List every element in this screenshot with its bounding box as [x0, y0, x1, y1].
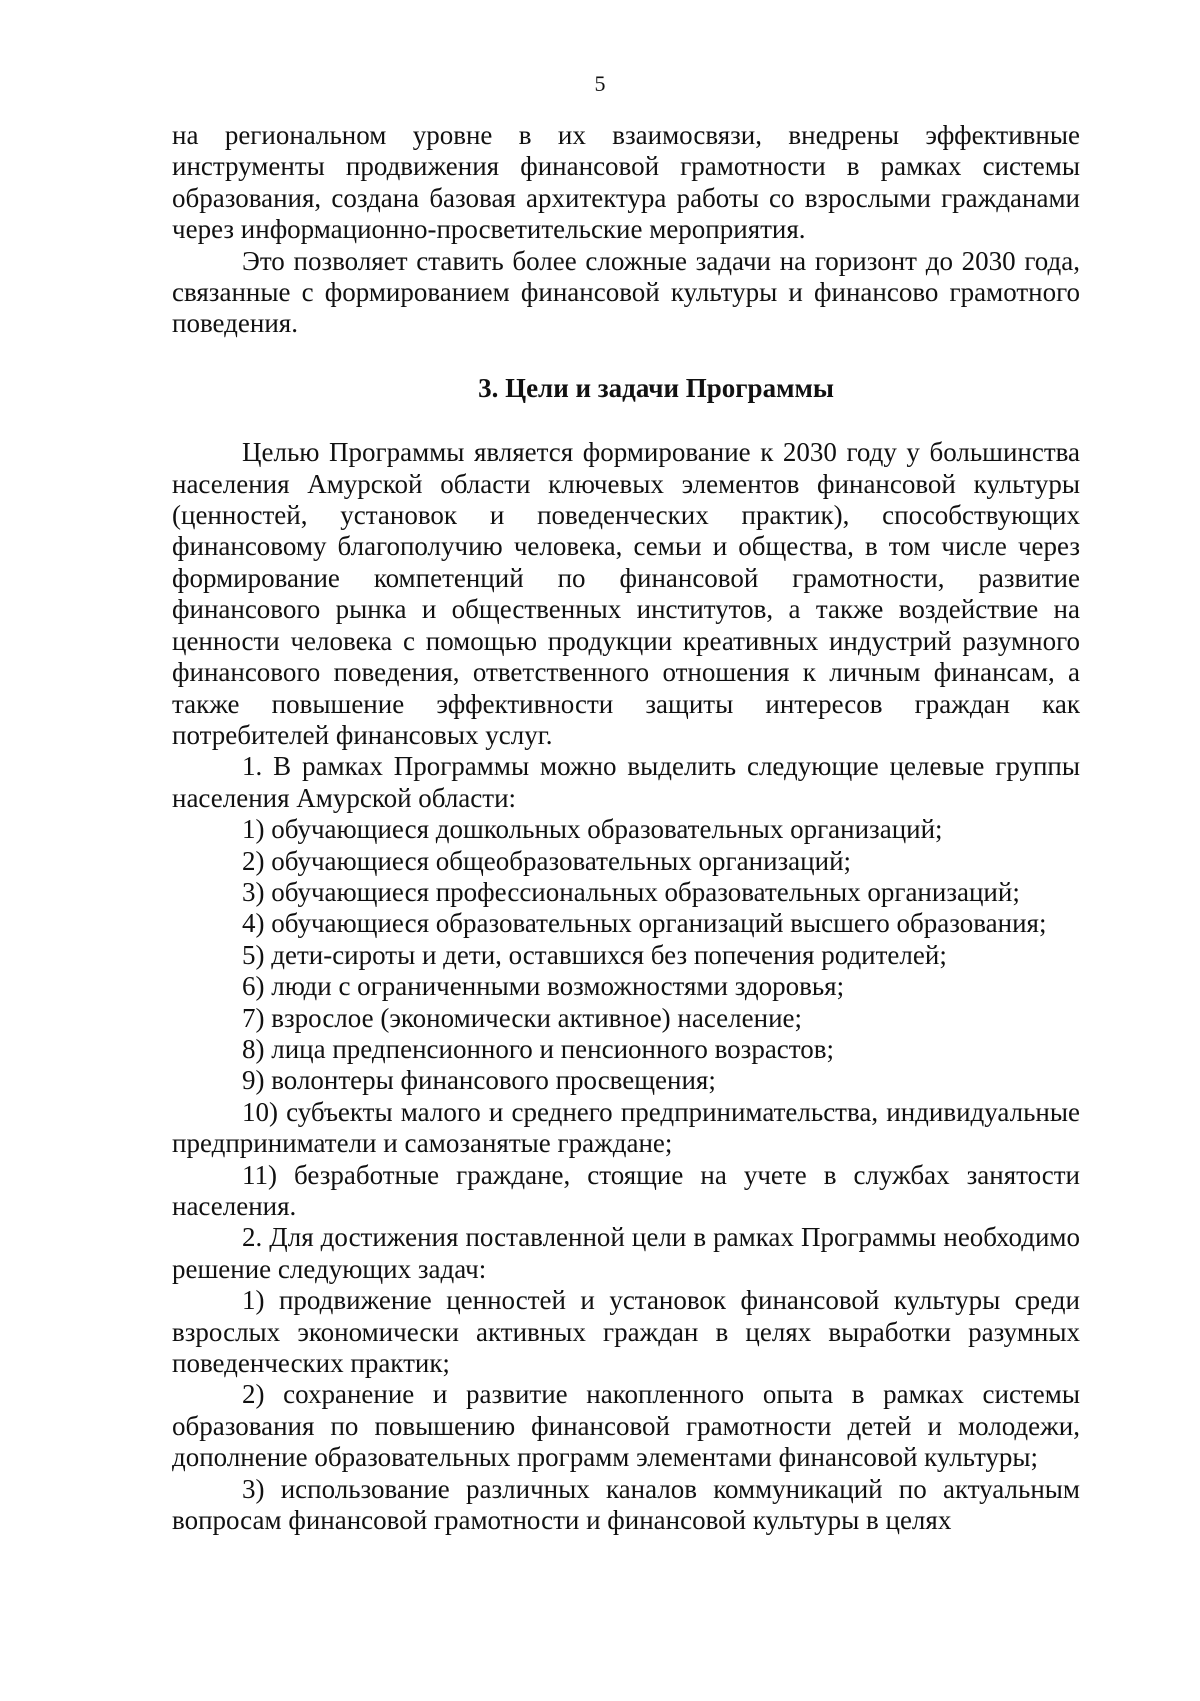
list-item: 3) использование различных каналов коммуникаций по актуальным вопросам финансовой грамотности и финансовой культуры в целях	[172, 1473, 1080, 1536]
list-item: 1) обучающиеся дошкольных образовательных организаций;	[242, 814, 943, 845]
list-item: 8) лица предпенсионного и пенсионного возрастов;	[242, 1033, 834, 1064]
goal-paragraph: Целью Программы является формирование к 2030 году у большинства населения Амурской области ключевых элементов финансовой культуры (ценностей, установок и поведенческих практик), способствующих финансовому благополучию человека, семьи и общества, в том числе через формирование компетенций по финансовой грамотности, развитие финансового рынка и общественных институтов, а также воздействие на ценности человека с помощью продукции креативных индустрий разумного финансового поведения, ответственного отношения к личным финансам, а также повышение эффективности защиты интересов граждан как потребителей финансовых услуг.	[172, 437, 1080, 750]
list-item: 5) дети-сироты и дети, оставшихся без попечения родителей;	[242, 939, 947, 970]
document-body	[172, 120, 1080, 1536]
list-item: 9) волонтеры финансового просвещения;	[242, 1065, 716, 1096]
section-title: 3. Цели и задачи Программы	[478, 372, 834, 403]
intro-paragraph-1: на региональном уровне в их взаимосвязи, внедрены эффективные инструменты продвижения финансовой грамотности в рамках системы образования, создана базовая архитектура работы со взрослыми гражданами через информационно-просветительские мероприятия.	[172, 120, 1080, 245]
list-item: 3) обучающиеся профессиональных образовательных организаций;	[242, 876, 1020, 907]
list-item: 6) люди с ограниченными возможностями здоровья;	[242, 971, 845, 1002]
list-item: 7) взрослое (экономически активное) население;	[242, 1002, 802, 1033]
list-item: 10) субъекты малого и среднего предпринимательства, индивидуальные предприниматели и самозанятые граждане;	[172, 1096, 1080, 1159]
list-item: 2) обучающиеся общеобразовательных организаций;	[242, 845, 852, 876]
target-groups-list	[172, 814, 1080, 1222]
list-item: 4) обучающиеся образовательных организаций высшего образования;	[242, 908, 1047, 939]
page-number: 5	[594, 71, 606, 96]
tasks-intro: 2. Для достижения поставленной цели в рамках Программы необходимо решение следующих задач:	[172, 1222, 1080, 1284]
tasks-list	[172, 1285, 1080, 1536]
list-item: 11) безработные граждане, стоящие на учете в службах занятости населения.	[172, 1159, 1080, 1221]
target-groups-intro: 1. В рамках Программы можно выделить следующие целевые группы населения Амурской области:	[172, 751, 1080, 813]
list-item: 1) продвижение ценностей и установок финансовой культуры среди взрослых экономически активных граждан в целях выработки разумных поведенческих практик;	[172, 1285, 1080, 1379]
intro-paragraph-2: Это позволяет ставить более сложные задачи на горизонт до 2030 года, связанные с формированием финансовой культуры и финансово грамотного поведения.	[172, 245, 1080, 339]
list-item: 2) сохранение и развитие накопленного опыта в рамках системы образования по повышению финансовой грамотности детей и молодежи, дополнение образовательных программ элементами финансовой культуры;	[172, 1379, 1080, 1473]
